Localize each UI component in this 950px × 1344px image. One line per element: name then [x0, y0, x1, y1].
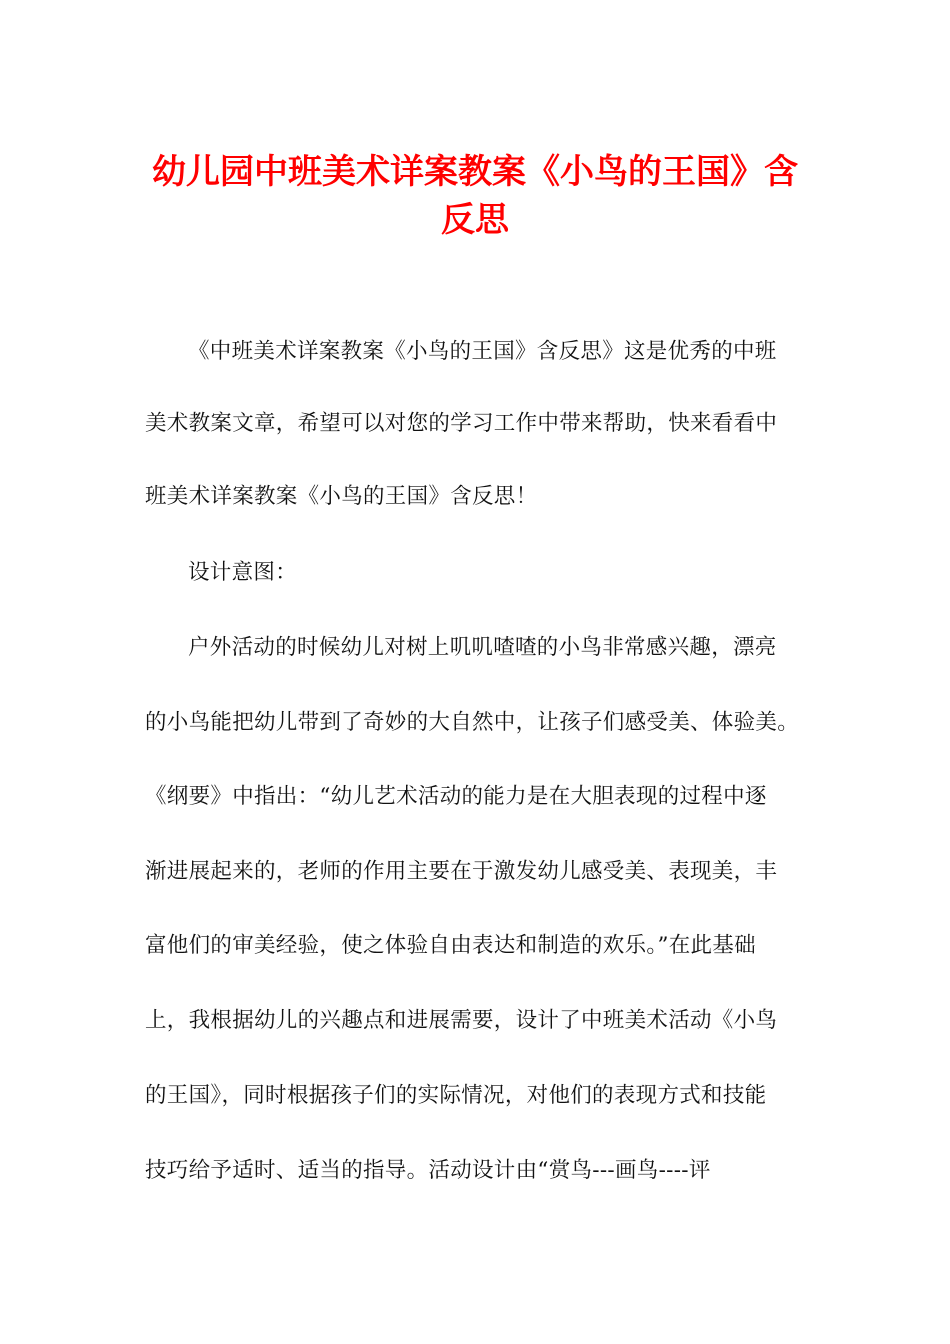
paragraph-line-3: 《纲要》中指出：“幼儿艺术活动的能力是在大胆表现的过程中逐	[145, 784, 767, 809]
document-title-line-2: 反思	[441, 200, 509, 240]
paragraph-line-7: 的王国》，同时根据孩子们的实际情况，对他们的表现方式和技能	[145, 1083, 767, 1108]
intro-line-3: 班美术详案教案《小鸟的王国》含反思！	[145, 484, 538, 509]
paragraph-line-8: 技巧给予适时、适当的指导。活动设计由“赏鸟---画鸟----评	[145, 1158, 711, 1183]
paragraph-line-1: 户外活动的时候幼儿对树上叽叽喳喳的小鸟非常感兴趣，漂亮	[188, 635, 777, 660]
intro-line-1: 《中班美术详案教案《小鸟的王国》含反思》这是优秀的中班	[188, 339, 777, 364]
section-heading-design-intent: 设计意图：	[188, 560, 298, 585]
paragraph-line-4: 渐进展起来的，老师的作用主要在于激发幼儿感受美、表现美，丰	[145, 859, 778, 884]
document-title-line-1: 幼儿园中班美术详案教案《小鸟的王国》含	[152, 152, 798, 192]
paragraph-line-6: 上，我根据幼儿的兴趣点和进展需要，设计了中班美术活动《小鸟	[145, 1008, 778, 1033]
paragraph-line-2: 的小鸟能把幼儿带到了奇妙的大自然中，让孩子们感受美、体验美。	[145, 710, 800, 735]
intro-line-2: 美术教案文章，希望可以对您的学习工作中带来帮助，快来看看中	[145, 411, 778, 436]
paragraph-line-5: 富他们的审美经验，使之体验自由表达和制造的欢乐。”在此基础	[145, 933, 756, 958]
